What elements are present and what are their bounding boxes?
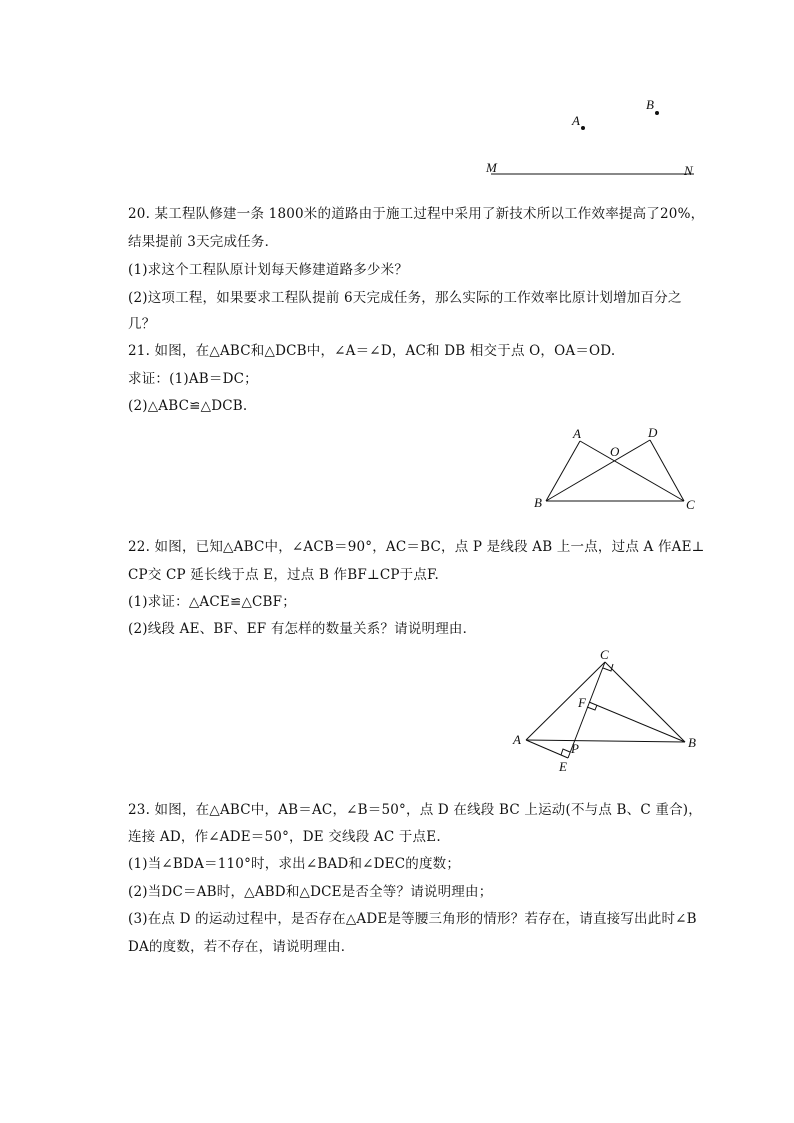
q21-line-2: 求证：(1)AB＝DC； <box>128 371 258 387</box>
label-c: C <box>600 647 609 662</box>
q23-line-4: (2)当DC＝AB时，△ABD和△DCE是否全等？请说明理由； <box>128 884 493 900</box>
q22-line-1: 22. 如图，已知△ABC中，∠ACB＝90°，AC＝BC，点 P 是线段 AB 上一点，过点 A 作AE⊥ <box>128 539 705 555</box>
segment-ab <box>526 740 685 742</box>
q21-line-1: 21. 如图，在△ABC和△DCB中，∠A＝∠D，AC和 DB 相交于点 O，OA＝OD. <box>128 343 616 359</box>
figure-q21 <box>530 424 700 514</box>
segment-ae <box>526 740 568 758</box>
q20-line-1: 20. 某工程队修建一条 1800米的道路由于施工过程中采用了新技术所以工作效率提高了20%， <box>128 206 705 222</box>
label-f: F <box>578 695 586 710</box>
q22-line-2: CP交 CP 延长线于点 E，过点 B 作BF⊥CP于点F. <box>128 567 440 583</box>
label-m: M <box>486 160 497 175</box>
label-d: D <box>648 425 658 440</box>
label-p: P <box>571 741 579 756</box>
q23-line-6: DA的度数，若不存在，请说明理由． <box>128 939 355 955</box>
q23-line-3: (1)当∠BDA＝110°时，求出∠BAD和∠DEC的度数； <box>128 856 461 872</box>
label-b: B <box>646 97 654 112</box>
label-e: E <box>559 759 567 774</box>
q21-line-3: (2)△ABC≌△DCB. <box>128 398 248 414</box>
label-b: B <box>534 495 542 510</box>
q20-line-5: 几？ <box>128 316 156 332</box>
right-angle-mark-e <box>561 749 570 755</box>
point-b <box>655 111 659 115</box>
q20-line-4: (2)这项工程，如果要求工程队提前 6天完成任务，那么实际的工作效率比原计划增加百分之 <box>128 290 682 306</box>
segment-ab <box>546 441 580 501</box>
q22-line-3: (1)求证：△ACE≌△CBF； <box>128 594 296 610</box>
q22-line-4: (2)线段 AE、BF、EF 有怎样的数量关系？请说明理由． <box>128 621 477 637</box>
label-a: A <box>513 732 521 747</box>
segment-dc <box>650 440 684 501</box>
label-a: A <box>572 113 580 128</box>
q20-line-3: (1)求这个工程队原计划每天修建道路多少米？ <box>128 262 409 278</box>
segment-ac <box>526 662 605 740</box>
label-b: B <box>688 735 696 750</box>
figure-q19 <box>480 95 710 185</box>
segment-cb <box>605 662 685 742</box>
q23-line-2: 连接 AD，作∠ADE＝50°，DE 交线段 AC 于点E. <box>128 829 441 845</box>
segment-bf <box>589 702 685 742</box>
q23-line-5: (3)在点 D 的运动过程中，是否存在△ADE是等腰三角形的情形？若存在，请直接写出此时∠B <box>128 911 697 927</box>
label-c: C <box>686 497 695 512</box>
label-o: O <box>610 444 620 459</box>
q20-line-2: 结果提前 3天完成任务． <box>128 234 279 250</box>
q23-line-1: 23. 如图，在△ABC中，AB＝AC，∠B＝50°，点 D 在线段 BC 上运动(不与点 B、C 重合)， <box>128 802 702 818</box>
figure-q22 <box>505 645 705 775</box>
point-a <box>581 126 585 130</box>
segment-db <box>546 440 650 501</box>
label-n: N <box>684 163 693 178</box>
label-a: A <box>573 426 581 441</box>
